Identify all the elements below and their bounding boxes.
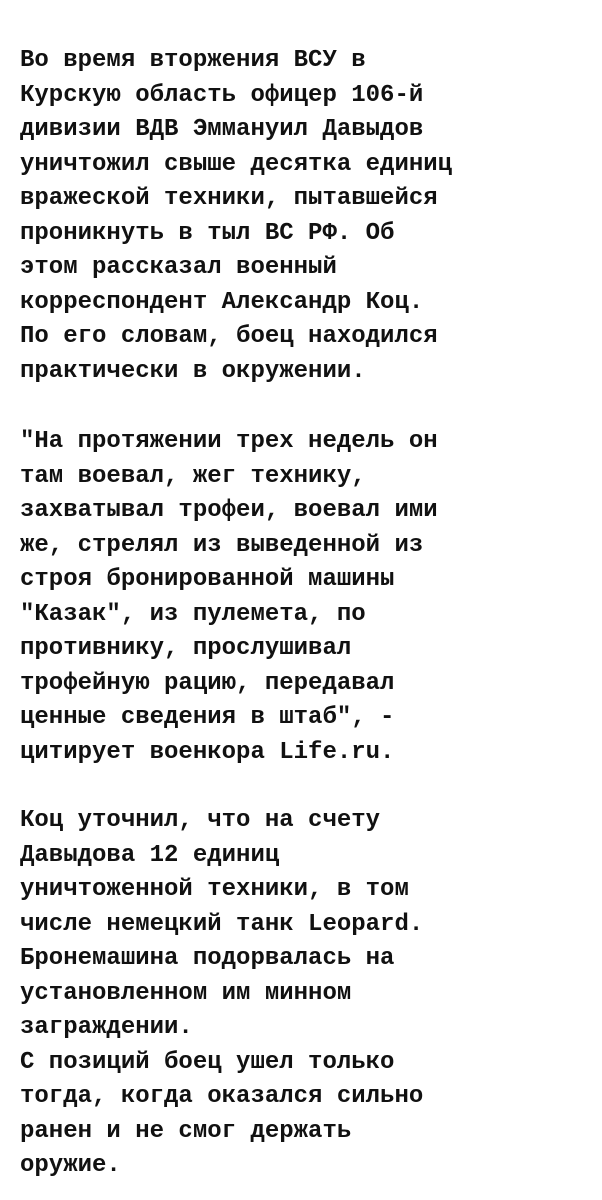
paragraph-quote: "На протяжении трех недель он там воевал, жег технику, захватывал трофеи, воевал ими же, стрелял из выведенной из строя бронированной машины "Казак", из пулемета, по противнику, прослушивал трофейную рацию, передавал ценные сведения в штаб", - цитирует военкора Life.ru. [20,428,438,766]
paragraph-details: Коц уточнил, что на счету Давыдова 12 единиц уничтоженной техники, в том числе немецкий танк Leopard. Бронемашина подорвалась на установленном им минном заграждении. С позиций боец ушел только тогда, когда оказался сильно ранен и не смог держать оружие. [20,807,424,1179]
paragraph-intro: Во время вторжения ВСУ в Курскую область офицер 106-й дивизии ВДВ Эммануил Давыдов уничтожил свыше десятка единиц вражеской техники, пытавшейся проникнуть в тыл ВС РФ. Об этом рассказал военный корреспондент Александр Коц. По его словам, боец находился практически в окружении. [20,47,453,385]
